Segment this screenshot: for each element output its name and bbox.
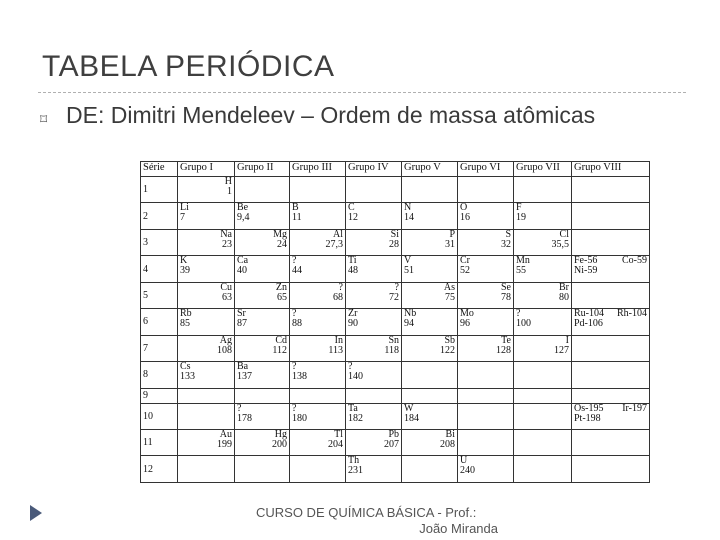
table-row [141, 309, 650, 335]
serie-number: 2 [141, 203, 178, 229]
atomic-mass: 122 [440, 344, 455, 356]
element-symbol: Te [501, 335, 511, 346]
element-cell [458, 388, 514, 403]
element-symbol: Au [219, 429, 232, 441]
element-cell [572, 456, 650, 483]
element-cell [235, 430, 290, 456]
element-symbol: O [460, 202, 468, 214]
element-symbol: Al [333, 229, 343, 240]
element-cell [458, 403, 514, 429]
element-symbol: Br [559, 282, 569, 293]
element-cell [235, 388, 290, 403]
serie-number: 10 [141, 403, 178, 429]
element-symbol: C [348, 202, 355, 214]
element-cell [290, 403, 346, 429]
element-cell [346, 229, 402, 255]
atomic-mass: 204 [328, 439, 343, 451]
element-symbol: Ru-104 [574, 308, 604, 320]
element-cell [402, 362, 458, 388]
element-cell [235, 177, 290, 203]
element-cell [458, 229, 514, 255]
element-symbol: Sn [388, 335, 399, 346]
element-symbol: Ag [219, 335, 232, 346]
atomic-mass: 55 [516, 265, 526, 277]
element-cell [290, 456, 346, 483]
column-header: Grupo V [402, 162, 458, 177]
element-symbol: ? [292, 255, 297, 267]
atomic-mass: 52 [460, 265, 470, 277]
element-cell [346, 256, 402, 282]
table-row [141, 282, 650, 308]
element-cell [178, 362, 235, 388]
atomic-mass: 200 [272, 439, 287, 451]
element-cell [290, 256, 346, 282]
table-header-row [141, 162, 650, 177]
element-cell [178, 335, 235, 361]
atomic-mass: 1 [227, 186, 232, 197]
element-symbol: P [449, 229, 455, 240]
atomic-mass: 137 [237, 371, 252, 383]
column-header: Grupo VII [514, 162, 572, 177]
element-cell [514, 203, 572, 229]
element-symbol: Be [237, 202, 249, 214]
footer-teacher: João Miranda [419, 521, 498, 536]
atomic-mass: 208 [440, 439, 455, 451]
atomic-mass: Ni-59 [574, 265, 598, 277]
element-cell [235, 282, 290, 308]
table-row [141, 403, 650, 429]
element-symbol: W [404, 403, 414, 414]
atomic-mass: 7 [180, 212, 185, 224]
element-symbol: Ir-197 [622, 403, 647, 414]
atomic-mass: 80 [559, 291, 569, 303]
table-row [141, 229, 650, 255]
element-cell [346, 403, 402, 429]
atomic-mass: 65 [277, 291, 287, 303]
element-cell [235, 456, 290, 483]
element-symbol: Rh-104 [617, 308, 647, 320]
element-cell [514, 430, 572, 456]
atomic-mass: 39 [180, 265, 190, 277]
serie-number: 5 [141, 282, 178, 308]
element-cell [178, 282, 235, 308]
atomic-mass: 48 [348, 265, 358, 277]
atomic-mass: 31 [445, 238, 455, 250]
element-symbol: Rb [180, 308, 192, 320]
atomic-mass: 85 [180, 318, 190, 330]
footer [256, 505, 498, 537]
atomic-mass: 112 [272, 344, 287, 356]
table-row [141, 335, 650, 361]
element-cell [346, 456, 402, 483]
element-symbol: Mo [460, 308, 474, 320]
table-row [141, 256, 650, 282]
column-header: Grupo VI [458, 162, 514, 177]
element-symbol: Sr [237, 308, 246, 320]
atomic-mass: 96 [460, 318, 470, 330]
element-symbol: Cr [460, 255, 470, 267]
atomic-mass: Pt-198 [574, 412, 601, 424]
atomic-mass: 40 [237, 265, 247, 277]
element-cell [235, 403, 290, 429]
element-cell [178, 430, 235, 456]
serie-number: 12 [141, 456, 178, 483]
element-symbol: ? [292, 361, 297, 373]
element-symbol: H [224, 176, 232, 187]
element-cell [402, 430, 458, 456]
table-row [141, 177, 650, 203]
element-cell [402, 282, 458, 308]
atomic-mass: 182 [348, 412, 363, 424]
column-header: Grupo III [290, 162, 346, 177]
element-symbol: Mg [273, 229, 287, 240]
element-cell [346, 203, 402, 229]
element-symbol: In [334, 335, 343, 346]
atomic-mass: 19 [516, 212, 526, 224]
atomic-mass: 127 [554, 344, 569, 356]
element-cell [290, 430, 346, 456]
bullet-icon: ⌑ [40, 111, 48, 127]
element-symbol: Si [390, 229, 399, 240]
element-symbol: N [404, 202, 412, 214]
element-cell [235, 203, 290, 229]
element-cell [346, 430, 402, 456]
element-cell [178, 256, 235, 282]
element-symbol: Cu [220, 282, 232, 293]
element-symbol: Os-195 [574, 403, 604, 414]
element-symbol: B [292, 202, 299, 214]
element-symbol: Nb [404, 308, 417, 320]
atomic-mass: 118 [384, 344, 399, 356]
element-cell [572, 403, 650, 429]
element-cell [346, 388, 402, 403]
table-row [141, 203, 650, 229]
element-cell [514, 282, 572, 308]
element-cell [402, 309, 458, 335]
element-cell [178, 403, 235, 429]
element-cell [458, 362, 514, 388]
element-symbol: Ca [237, 255, 249, 267]
element-cell [572, 335, 650, 361]
atomic-mass: 27,3 [325, 238, 343, 250]
serie-number: 1 [141, 177, 178, 203]
atomic-mass: 108 [217, 344, 232, 356]
element-symbol: Na [220, 229, 232, 240]
element-cell [458, 256, 514, 282]
element-symbol: I [565, 335, 569, 346]
element-symbol: Bi [445, 429, 455, 441]
element-cell [178, 309, 235, 335]
element-cell [346, 282, 402, 308]
table-row [141, 362, 650, 388]
element-cell [514, 388, 572, 403]
element-cell [402, 403, 458, 429]
element-symbol: Sb [444, 335, 455, 346]
mendeleev-table [140, 161, 650, 483]
element-cell [572, 309, 650, 335]
element-cell [235, 362, 290, 388]
element-cell [458, 430, 514, 456]
element-cell [178, 388, 235, 403]
element-cell [458, 203, 514, 229]
element-symbol: Hg [274, 429, 287, 441]
atomic-mass: 63 [222, 291, 232, 303]
atomic-mass: 32 [501, 238, 511, 250]
element-cell [514, 456, 572, 483]
element-symbol: Mn [516, 255, 530, 267]
atomic-mass: 113 [328, 344, 343, 356]
element-cell [572, 430, 650, 456]
element-cell [235, 229, 290, 255]
element-cell [402, 388, 458, 403]
element-cell [514, 177, 572, 203]
element-symbol: ? [516, 308, 521, 320]
element-cell [290, 335, 346, 361]
element-cell [572, 177, 650, 203]
element-cell [178, 203, 235, 229]
element-cell [458, 335, 514, 361]
element-cell [235, 309, 290, 335]
atomic-mass: 140 [348, 371, 363, 383]
element-cell [290, 362, 346, 388]
element-symbol: Fe-56 [574, 255, 598, 267]
serie-number: 7 [141, 335, 178, 361]
atomic-mass: 9,4 [237, 212, 250, 224]
element-cell [572, 203, 650, 229]
column-header: Série [141, 162, 178, 177]
element-cell [572, 229, 650, 255]
element-symbol: ? [237, 403, 242, 414]
element-cell [235, 335, 290, 361]
element-symbol: K [180, 255, 188, 267]
element-cell [178, 456, 235, 483]
element-cell [290, 203, 346, 229]
element-symbol: Se [501, 282, 511, 293]
atomic-mass: Pd-106 [574, 318, 603, 330]
element-cell [290, 282, 346, 308]
element-cell [458, 456, 514, 483]
atomic-mass: 88 [292, 318, 302, 330]
element-cell [514, 309, 572, 335]
atomic-mass: 180 [292, 412, 307, 424]
element-cell [290, 229, 346, 255]
title-divider [38, 92, 686, 93]
element-symbol: U [460, 455, 468, 467]
element-cell [402, 256, 458, 282]
column-header: Grupo II [235, 162, 290, 177]
element-symbol: Zr [348, 308, 358, 320]
atomic-mass: 44 [292, 265, 302, 277]
element-symbol: ? [338, 282, 343, 293]
footer-course: CURSO DE QUÍMICA BÁSICA - Prof.: [256, 505, 477, 520]
atomic-mass: 68 [333, 291, 343, 303]
atomic-mass: 178 [237, 412, 252, 424]
element-symbol: V [404, 255, 412, 267]
atomic-mass: 100 [516, 318, 531, 330]
element-cell [514, 229, 572, 255]
element-cell [346, 335, 402, 361]
atomic-mass: 24 [277, 238, 287, 250]
element-cell [346, 309, 402, 335]
atomic-mass: 231 [348, 465, 363, 477]
atomic-mass: 35,5 [551, 238, 569, 250]
element-symbol: F [516, 202, 522, 214]
atomic-mass: 94 [404, 318, 414, 330]
atomic-mass: 87 [237, 318, 247, 330]
element-cell [514, 403, 572, 429]
table-row [141, 388, 650, 403]
element-cell [402, 229, 458, 255]
element-symbol: ? [394, 282, 399, 293]
atomic-mass: 78 [501, 291, 511, 303]
atomic-mass: 51 [404, 265, 414, 277]
serie-number: 3 [141, 229, 178, 255]
element-symbol: Pb [388, 429, 399, 441]
element-symbol: Tl [334, 429, 343, 441]
element-cell [346, 362, 402, 388]
element-symbol: Th [348, 455, 360, 467]
periodic-table [140, 161, 647, 483]
element-cell [402, 456, 458, 483]
element-cell [572, 256, 650, 282]
atomic-mass: 199 [217, 439, 232, 451]
element-symbol: ? [292, 403, 297, 414]
element-symbol: Cl [559, 229, 569, 240]
element-symbol: ? [292, 308, 297, 320]
element-symbol: Ti [348, 255, 357, 267]
atomic-mass: 12 [348, 212, 358, 224]
serie-number: 6 [141, 309, 178, 335]
table-row [141, 456, 650, 483]
element-symbol: S [505, 229, 511, 240]
atomic-mass: 11 [292, 212, 302, 224]
element-symbol: Cs [180, 361, 191, 373]
element-symbol: Cd [275, 335, 287, 346]
element-cell [290, 388, 346, 403]
element-cell [514, 362, 572, 388]
column-header: Grupo IV [346, 162, 402, 177]
play-arrow-icon [30, 505, 42, 521]
element-cell [514, 256, 572, 282]
column-header: Grupo VIII [572, 162, 650, 177]
element-symbol: Zn [275, 282, 287, 293]
element-cell [572, 362, 650, 388]
atomic-mass: 207 [384, 439, 399, 451]
atomic-mass: 16 [460, 212, 470, 224]
serie-number: 11 [141, 430, 178, 456]
element-symbol: Co-59 [622, 255, 647, 267]
atomic-mass: 128 [496, 344, 511, 356]
element-cell [572, 388, 650, 403]
element-cell [458, 177, 514, 203]
atomic-mass: 14 [404, 212, 414, 224]
element-symbol: ? [348, 361, 353, 373]
element-cell [402, 335, 458, 361]
element-cell [346, 177, 402, 203]
element-cell [290, 309, 346, 335]
element-symbol: As [443, 282, 455, 293]
serie-number: 9 [141, 388, 178, 403]
atomic-mass: 184 [404, 412, 419, 424]
element-cell [514, 335, 572, 361]
table-row [141, 430, 650, 456]
element-cell [402, 177, 458, 203]
atomic-mass: 133 [180, 371, 195, 383]
element-cell [402, 203, 458, 229]
element-cell [458, 282, 514, 308]
element-symbol: Li [180, 202, 189, 214]
element-cell [178, 177, 235, 203]
slide-subtitle: DE: Dimitri Mendeleev – Ordem de massa atômicas [66, 102, 596, 128]
slide-title: TABELA PERIÓDICA [42, 50, 335, 83]
atomic-mass: 72 [389, 291, 399, 303]
serie-number: 4 [141, 256, 178, 282]
atomic-mass: 23 [222, 238, 232, 250]
element-cell [290, 177, 346, 203]
element-symbol: Ba [237, 361, 249, 373]
atomic-mass: 75 [445, 291, 455, 303]
element-cell [178, 229, 235, 255]
element-cell [235, 256, 290, 282]
serie-number: 8 [141, 362, 178, 388]
atomic-mass: 240 [460, 465, 475, 477]
atomic-mass: 28 [389, 238, 399, 250]
atomic-mass: 90 [348, 318, 358, 330]
column-header: Grupo I [178, 162, 235, 177]
atomic-mass: 138 [292, 371, 307, 383]
element-symbol: Ta [348, 403, 358, 414]
element-cell [572, 282, 650, 308]
element-cell [458, 309, 514, 335]
